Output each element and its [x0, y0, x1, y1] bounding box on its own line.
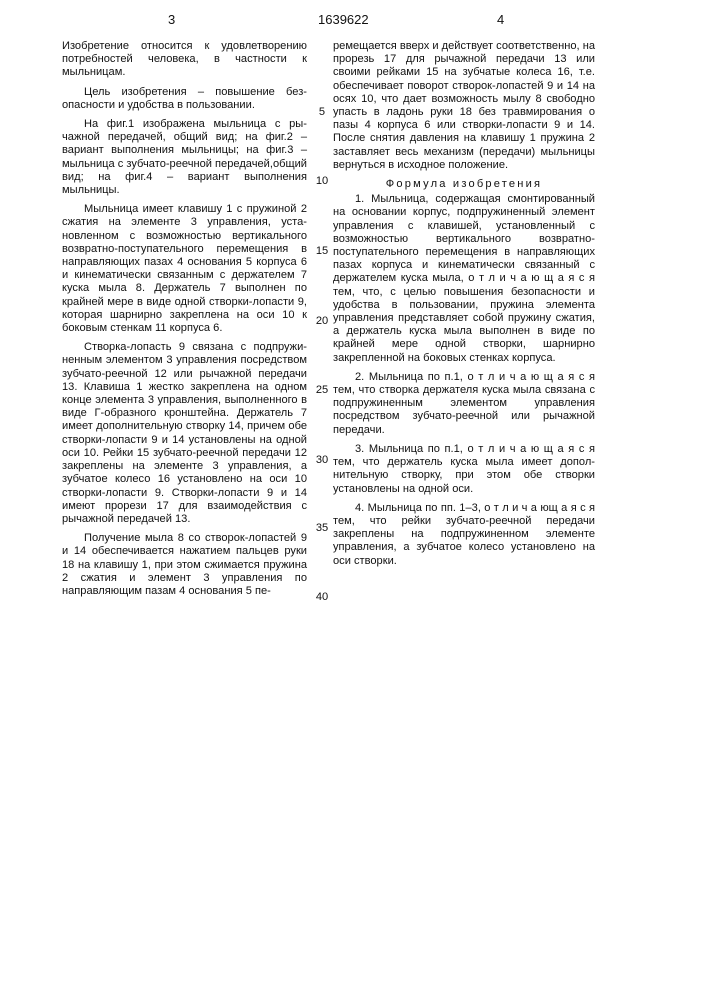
line-number: 5: [312, 106, 332, 118]
paragraph-operation: Получение мыла 8 со створок-лопастей 9 и 14 обеспечивается нажатием пальцев руки 18 на клавишу 1, при этом сжимается пружина 2 сжатия и элемент 3 управления по направляющим пазам 4 основания 5 пе-: [62, 532, 307, 598]
claim-2: 2. Мыльница по п.1, о т л и ч а ю щ а я с я тем, что створка держателя куска мыла свя­зана с подпружиненным элементом управ­ления посредством зубчато-реечной или рычажной передачи.: [333, 371, 595, 437]
left-column: [62, 40, 307, 604]
paragraph-figures: На фиг.1 изображена мыльница с ры­чажной передачей, общий вид; на фиг.2 – вариант выполнения мыльницы; на фиг.3 – мыльница с зубчато-реечной передачей,об­щий вид; на фиг.4 – вариант выполнения мыльницы.: [62, 118, 307, 197]
page-number-left: 3: [168, 12, 175, 27]
claim-1: 1. Мыльница, содержащая смонтиро­ванный на основании корпус, подпружинен­ный элемент управления с клавишей, уста­новленный с возможностью вертикального возвратно-поступательного перемещения в на­правляющих пазах корпуса и кинематически связанный с держателем куска мыла, о т л и ч а ю щ а я с я тем, что, с целью повышения безопасности и удобства в пользовании, пружина элемента управления представля­ет собой пружину сжатия, а держатель ку­ска мыла выполнен в виде по крайней мере одной створки, шарнирно закрепленной на боковых стенках корпуса.: [333, 193, 595, 365]
paragraph-goal: Цель изобретения – повышение без­опасности и удобства в пользовании.: [62, 86, 307, 112]
page-number-right: 4: [497, 12, 504, 27]
line-number: 40: [312, 591, 332, 603]
line-number: 10: [312, 175, 332, 187]
paragraph-description: Мыльница имеет клавишу 1 с пружиной 2 сжатия на элементе 3 управления, уста­новленном с возможностью вертикального возвратно-поступательного перемещения в направляющих пазах 4 основания 5 корпуса 6 и кинематически связанным с держателем 7 куска мыла 8. Держатель 7 выполнен по крайней мере в виде одной створки-лопасти 9, которая шарнирно закреплена на оси 10 к боковым стенкам 11 корпуса 6.: [62, 203, 307, 335]
line-number: 25: [312, 384, 332, 396]
patent-number: 1639622: [318, 12, 369, 27]
line-number: 20: [312, 315, 332, 327]
right-column: [333, 40, 595, 574]
claims-heading: Формула изобретения: [333, 178, 595, 191]
claim-4: 4. Мыльница по пп. 1–3, о т л и ч а ю­щ а я с я тем, что рейки зубчато-реечной передачи закреплены на подпружиненном элементе управления, а зубчатое колесо ус­тановлено на оси створки.: [333, 502, 595, 568]
paragraph-intro: Изобретение относится к удовлетворе­нию потребностей человека, в частности к мыльницам.: [62, 40, 307, 80]
line-number: 15: [312, 245, 332, 257]
line-number: 30: [312, 454, 332, 466]
claim-3: 3. Мыльница по п.1, о т л и ч а ю щ а я с я тем, что держатель куска мыла имеет допол­нительную створку, при этом обе створки установлены на одной оси.: [333, 443, 595, 496]
paragraph-continuation: ремещается вверх и действует соответст­венно, на прорезь 17 для рычажной переда­чи 13 или своими рейками 15 на зубчатые колеса 16, т.е. обеспечивает поворот створ­ок-лопастей 9 и 14 на осях 10, что дает возможность мылу 8 свободно упасть в ла­донь руки 18 без травмирования о пазы 4 корпуса 6 или створки-лопасти 9 и 14. После снятия давления на клавишу 1 пружина 2 заставляет весь механизм (передачи) мыль­ницы вернуться в исходное положение.: [333, 40, 595, 172]
paragraph-mechanism: Створка-лопасть 9 связана с подпружи­ненным элементом 3 управления посредст­вом зубчато-реечной 12 или рычажной передачи 13. Клавиша 1 жестко закреплена на одном конце элемента 3 управления, вы­полненного в виде Г-образного кронштей­на. Держатель 7 имеет дополнительную створку 14, причем обе створки-лопасти 9 и 14 установлены на одной оси 10. Рейки 15 зубчато-реечной передачи 12 закреплены на элементе 3 управления, а зубчатое коле­со 16 установлено на оси 10 створки-лопа­сти 9. Створки-лопасти 9 и 14 имеют прорези 17 для взаимодействия с рычажной передачей 13.: [62, 341, 307, 526]
line-number: 35: [312, 522, 332, 534]
